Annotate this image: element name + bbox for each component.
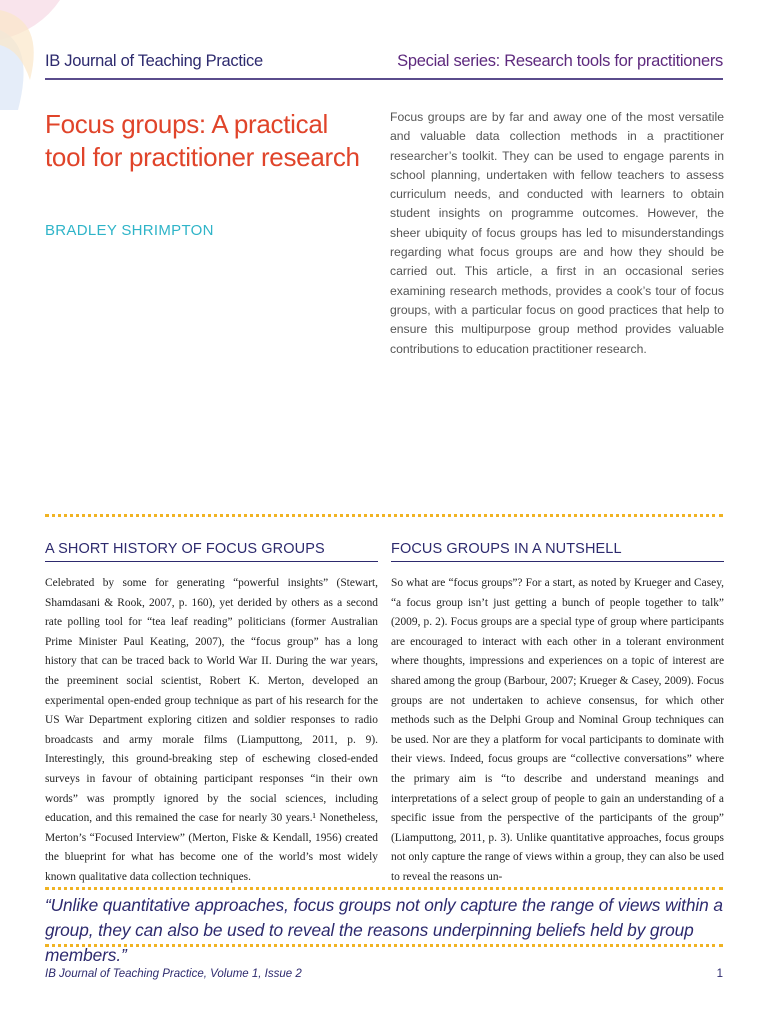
section-history: [45, 541, 378, 888]
article-title: Focus groups: A practical tool for practitioner research: [45, 109, 360, 172]
section-body: Celebrated by some for generating “powerful insights” (Stewart, Shamdasani & Rook, 2007, p. 160), yet derided by others as a second rate polling tool for “tea leaf reading” politicians (former Australian Prime Minister Paul Keating, 2007), the “focus group” has a long history that can be traced back to World War II. During the war years, the preeminent social scientist, Robert K. Merton, developed an experimental open-ended group technique as part of his research for the US War Department exploring citizen and soldier responses to radio broadcasts and army morale films (Liamputtong, 2011, p. 9). Interestingly, this ground-breaking step of eschewing closed-ended surveys in favour of obtaining participant responses “in their own words” was promptly ignored by the social sciences, including education, and this remained the case for nearly 30 years.¹ Nonetheless, Merton’s “Focused Interview” (Merton, Fiske & Kendall, 1956) created the blueprint for what has become one of the world’s most widely known qualitative data collection techniques.: [45, 577, 378, 883]
section-heading: A SHORT HISTORY OF FOCUS GROUPS: [45, 541, 378, 562]
dotted-divider-quote-bottom: [45, 944, 723, 947]
section-heading: FOCUS GROUPS IN A NUTSHELL: [391, 541, 724, 562]
pull-quote: “Unlike quantitative approaches, focus groups not only capture the range of views within a group, they can also be used to reveal the reasons underpinning beliefs held by group members.”: [45, 895, 723, 965]
page-number: 1: [716, 968, 723, 980]
dotted-divider-quote-top: [45, 887, 723, 890]
series-name: Special series: Research tools for practitioners: [397, 52, 723, 70]
section-nutshell: [391, 541, 724, 888]
journal-name: IB Journal of Teaching Practice: [45, 52, 263, 70]
dotted-divider-top: [45, 514, 723, 517]
author-name: BRADLEY SHRIMPTON: [45, 222, 214, 239]
header-divider: [45, 78, 723, 80]
footer-citation: IB Journal of Teaching Practice, Volume 1, Issue 2: [45, 968, 302, 980]
abstract: Focus groups are by far and away one of the most versatile and valuable data collection methods in a practitioner researcher’s toolkit. They can be used to engage parents in school planning, undertaken with fellow teachers to assess curriculum needs, and conducted with learners to obtain student insights on programme outcomes. However, the sheer ubiquity of focus groups has led to misunderstandings regarding what focus groups are and how they should be carried out. This article, a first in an occasional series examining research methods, provides a cook’s tour of focus groups, with a particular focus on good practices that help to ensure this multipurpose group method provides valuable contributions to education practitioner research.: [390, 110, 724, 356]
section-body: So what are “focus groups”? For a start, as noted by Krueger and Casey, “a focus group isn’t just getting a bunch of people together to talk” (2009, p. 2). Focus groups are a special type of group where participants are encouraged to interact with each other in a tolerant environment where thoughts, impressions and experiences on a topic of interest are shared among the group (Barbour, 2007; Krueger & Casey, 2009). Focus groups are not undertaken to achieve consensus, for which other methods such as the Delphi Group and Nominal Group techniques can be used. Nor are they a platform for vocal participants to dominate with their views. Indeed, focus groups are “collective conversations” where the primary aim is “to describe and understand meanings and interpretations of a select group of people to gain an understanding of a specific issue from the perspective of the participants of the group” (Liamputtong, 2011, p. 3). Unlike quantitative approaches, focus groups not only capture the range of views within a group, they can also be used to reveal the reasons un-: [391, 577, 724, 883]
